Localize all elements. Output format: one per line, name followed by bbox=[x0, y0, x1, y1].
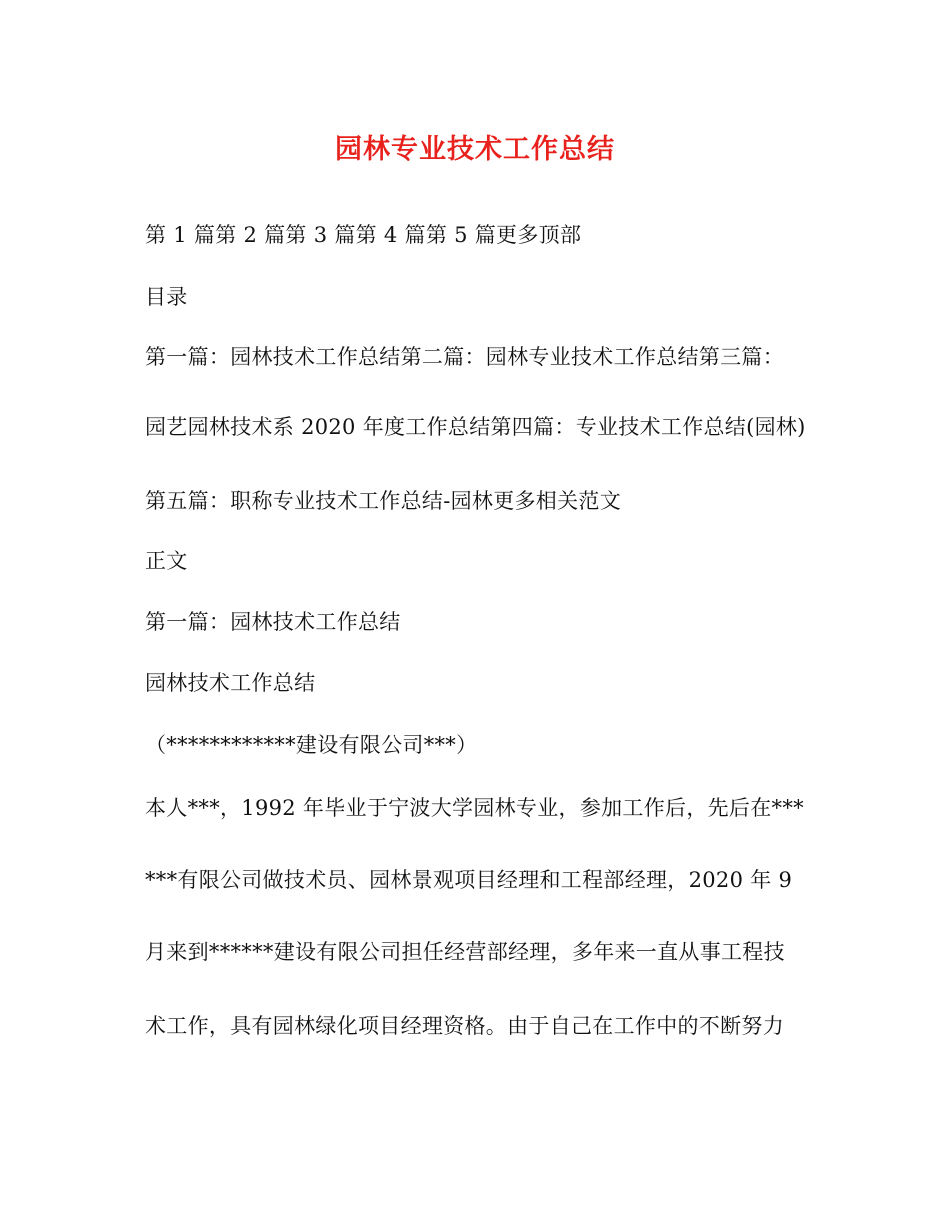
paragraph-line: ***有限公司做技术员、园林景观项目经理和工程部经理，2020 年 9 bbox=[145, 868, 793, 892]
article-heading: 第一篇：园林技术工作总结 bbox=[145, 610, 401, 634]
body-heading: 正文 bbox=[145, 549, 188, 573]
company-line: （************建设有限公司***） bbox=[145, 733, 478, 757]
article-subtitle: 园林技术工作总结 bbox=[145, 671, 316, 695]
toc-heading: 目录 bbox=[145, 285, 188, 309]
paragraph-line: 术工作，具有园林绿化项目经理资格。由于自己在工作中的不断努力 bbox=[145, 1014, 784, 1038]
toc-line[interactable]: 第一篇：园林技术工作总结第二篇：园林专业技术工作总结第三篇： bbox=[145, 345, 784, 369]
toc-line[interactable]: 园艺园林技术系 2020 年度工作总结第四篇：专业技术工作总结(园林) bbox=[145, 415, 806, 439]
document-title: 园林专业技术工作总结 bbox=[335, 134, 615, 165]
article-nav-links[interactable]: 第 1 篇第 2 篇第 3 篇第 4 篇第 5 篇更多顶部 bbox=[145, 223, 582, 247]
paragraph-line: 本人***，1992 年毕业于宁波大学园林专业，参加工作后，先后在*** bbox=[145, 796, 804, 820]
paragraph-line: 月来到******建设有限公司担任经营部经理，多年来一直从事工程技 bbox=[145, 940, 785, 964]
toc-line[interactable]: 第五篇：职称专业技术工作总结-园林更多相关范文 bbox=[145, 489, 621, 513]
